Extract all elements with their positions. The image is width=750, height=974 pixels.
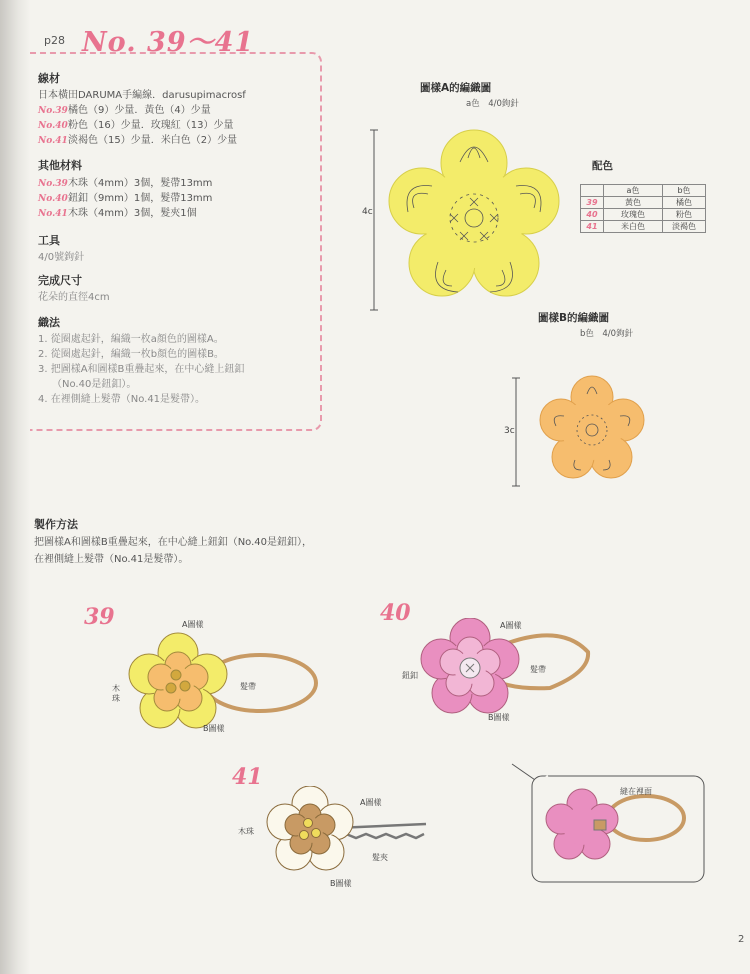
method-step: 3. 把圖樣A和圖樣B重疊起來，在中心縫上鈕釦 [38, 364, 245, 375]
method-step: 1. 從圈處起針，編織一枚a顏色的圖樣A。 [38, 334, 224, 345]
corner-page-number: 2 [738, 934, 745, 945]
table-row [581, 221, 706, 233]
size-text: 花朵的直徑4cm [38, 292, 110, 303]
illustration-40-number: 40 [380, 600, 411, 626]
yarn-name: 日本橫田DARUMA手編線．darusupimacrosf [38, 90, 246, 101]
diagram-a-subtitle: a色 4/0鉤針 [466, 99, 519, 109]
label-hairclip: 髮夾 [372, 853, 388, 862]
method-step: 4. 在裡側縫上髮帶（No.41是髮帶）。 [38, 394, 206, 405]
table-cell [581, 185, 604, 197]
label-a-pattern: A圖樣 [182, 620, 204, 629]
table-cell: 40 [581, 209, 604, 221]
diagram-b-subtitle: b色 4/0鉤針 [580, 329, 634, 339]
label-a-pattern: A圖樣 [500, 621, 522, 630]
illustration-39-number: 39 [84, 604, 115, 630]
diagram-a-dimension: 4c [362, 207, 373, 217]
page-title: No. 39～41 [82, 27, 255, 58]
label-hairband: 髮帶 [530, 665, 546, 674]
table-row [581, 197, 706, 209]
inset-back-view [508, 756, 708, 886]
table-cell: 粉色 [663, 209, 706, 221]
table-cell: b色 [663, 185, 706, 197]
table-cell: 41 [581, 221, 604, 233]
label-hairband: 髮帶 [240, 682, 256, 691]
howto-heading: 製作方法 [34, 518, 78, 531]
other-item: No.40鈕釦（9mm）1個，髮帶13mm [38, 193, 213, 204]
tools-heading: 工具 [38, 234, 60, 247]
diagram-a-title: 圖樣A的編織圖 [420, 82, 492, 94]
table-cell: 玫瑰色 [604, 209, 663, 221]
color-table [580, 184, 706, 233]
diagram-a-chart [364, 120, 564, 320]
diagram-b-chart [506, 370, 656, 492]
materials-heading: 線材 [38, 72, 60, 85]
method-heading: 織法 [38, 316, 60, 329]
diagram-b-title: 圖樣B的編織圖 [538, 312, 610, 324]
label-a-pattern: A圖樣 [360, 798, 382, 807]
tools-text: 4/0號鉤針 [38, 252, 85, 263]
table-cell: 39 [581, 197, 604, 209]
other-item: No.39木珠（4mm）3個，髮帶13mm [38, 178, 213, 189]
howto-line: 在裡側縫上髮帶（No.41是髮帶）。 [34, 554, 189, 565]
method-step: （No.40是鈕釦）。 [52, 379, 137, 390]
book-binding-shadow [0, 0, 30, 974]
other-item: No.41木珠（4mm）3個，髮夾1個 [38, 208, 197, 219]
label-b-pattern: B圖樣 [203, 724, 225, 733]
table-cell: 黃色 [604, 197, 663, 209]
label-button: 鈕釦 [402, 671, 418, 680]
label-bead: 木珠 [238, 827, 254, 836]
howto-line: 把圖樣A和圖樣B重疊起來，在中心縫上鈕釦（No.40是鈕釦）， [34, 537, 313, 548]
label-bead: 木珠 [112, 684, 120, 703]
material-item: No.39橘色（9）少量．黃色（4）少量 [38, 105, 211, 116]
illustration-41-hairclip [266, 786, 436, 876]
table-cell: 米白色 [604, 221, 663, 233]
diagram-b-dimension: 3c [504, 426, 515, 436]
size-heading: 完成尺寸 [38, 274, 82, 287]
table-cell: 淡褐色 [663, 221, 706, 233]
method-step: 2. 從圈處起針，編織一枚b顏色的圖樣B。 [38, 349, 224, 360]
table-row [581, 209, 706, 221]
table-cell: 橘色 [663, 197, 706, 209]
material-item: No.40粉色（16）少量．玫瑰紅（13）少量 [38, 120, 234, 131]
color-table-title: 配色 [592, 160, 613, 172]
label-sewn-inside: 縫在裡面 [620, 787, 652, 796]
material-item: No.41淡褐色（15）少量．米白色（2）少量 [38, 135, 238, 146]
other-materials-heading: 其他材料 [38, 159, 82, 172]
label-b-pattern: B圖樣 [488, 713, 510, 722]
label-b-pattern: B圖樣 [330, 879, 352, 888]
table-row [581, 185, 706, 197]
table-cell: a色 [604, 185, 663, 197]
page-number: p28 [44, 34, 65, 47]
illustration-41-number: 41 [232, 764, 263, 790]
